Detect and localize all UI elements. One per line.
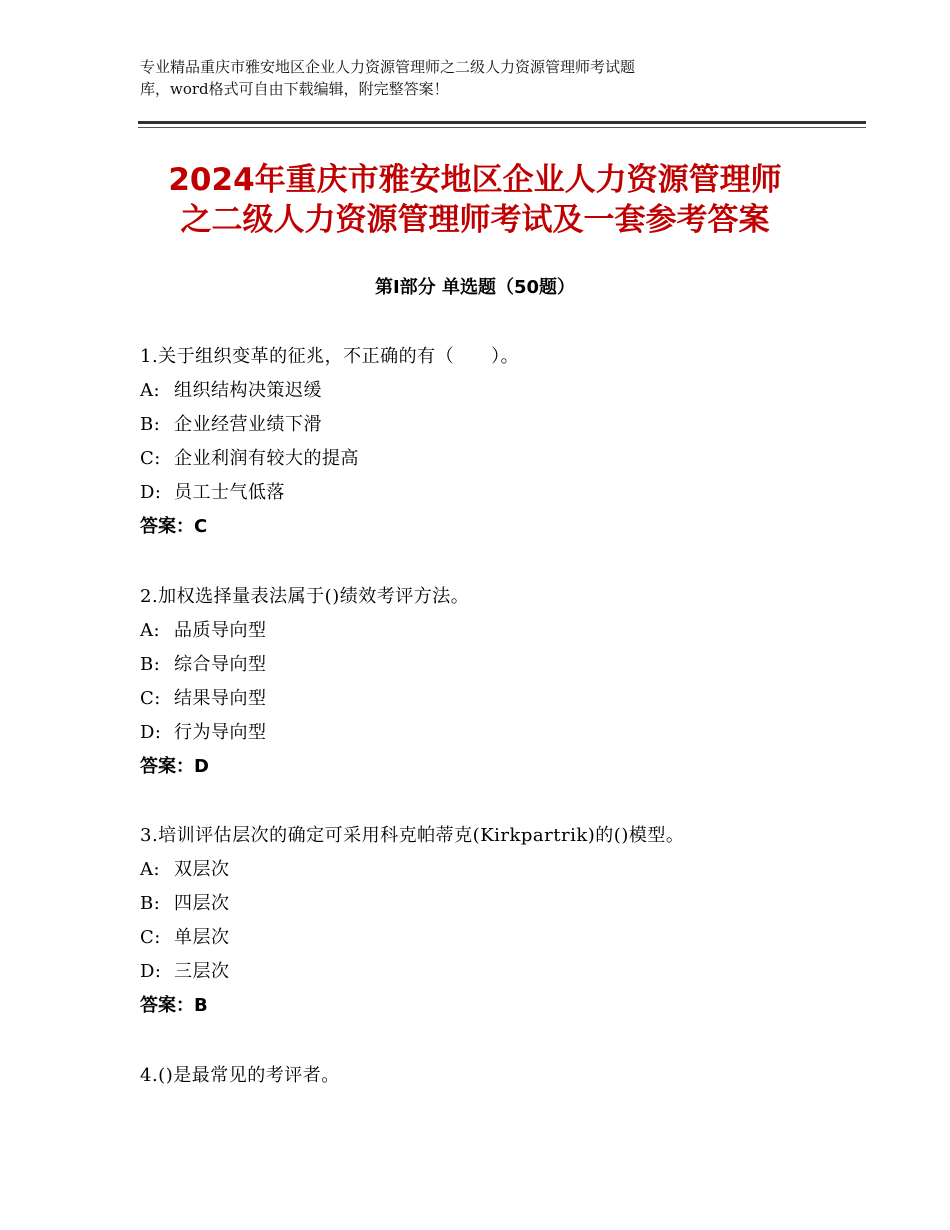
- answer-line: 答案：B: [140, 995, 208, 1016]
- option-key: C:: [140, 448, 161, 469]
- option-text: 四层次: [174, 893, 230, 914]
- option-d: [140, 716, 860, 750]
- header-note: [140, 56, 780, 100]
- document-title-line-2: 之二级人力资源管理师考试及一套参考答案: [180, 202, 770, 238]
- question-2: [140, 580, 860, 784]
- option-c: [140, 442, 860, 476]
- question-stem: 1.关于组织变革的征兆，不正确的有（ ）。: [140, 346, 520, 367]
- option-key: B:: [140, 893, 161, 914]
- document-title: [110, 160, 840, 240]
- question-4: [140, 1059, 860, 1093]
- option-text: 组织结构决策迟缓: [174, 380, 322, 401]
- option-b: [140, 648, 860, 682]
- option-text: 双层次: [174, 859, 230, 880]
- option-key: A:: [140, 859, 161, 880]
- option-text: 三层次: [174, 961, 230, 982]
- option-key: B:: [140, 654, 161, 675]
- answer-line: 答案：D: [140, 756, 209, 777]
- header-divider-thin: [138, 127, 866, 128]
- option-b: [140, 887, 860, 921]
- answer-line: 答案：C: [140, 516, 208, 537]
- option-text: 企业利润有较大的提高: [174, 448, 359, 469]
- document-title-line-1: 2024年重庆市雅安地区企业人力资源管理师: [168, 162, 782, 198]
- question-3: [140, 819, 860, 1023]
- option-text: 综合导向型: [174, 654, 267, 675]
- option-c: [140, 682, 860, 716]
- option-d: [140, 955, 860, 989]
- question-stem: 2.加权选择量表法属于()绩效考评方法。: [140, 586, 470, 607]
- option-text: 结果导向型: [174, 688, 267, 709]
- option-a: [140, 614, 860, 648]
- option-b: [140, 408, 860, 442]
- question-1: [140, 340, 860, 544]
- header-divider-thick: [138, 121, 866, 124]
- option-key: A:: [140, 620, 161, 641]
- option-key: D:: [140, 961, 162, 982]
- option-text: 企业经营业绩下滑: [174, 414, 322, 435]
- option-c: [140, 921, 860, 955]
- option-key: B:: [140, 414, 161, 435]
- section-title: 第Ⅰ部分 单选题（50题）: [374, 277, 575, 298]
- option-text: 行为导向型: [174, 722, 267, 743]
- option-key: C:: [140, 688, 161, 709]
- header-note-line-1: 专业精品重庆市雅安地区企业人力资源管理师之二级人力资源管理师考试题: [140, 58, 636, 76]
- option-key: A:: [140, 380, 161, 401]
- header-note-line-2: 库，word格式可自由下载编辑，附完整答案！: [140, 80, 449, 98]
- option-a: [140, 853, 860, 887]
- question-stem: 4.()是最常见的考评者。: [140, 1065, 340, 1086]
- option-a: [140, 374, 860, 408]
- option-text: 品质导向型: [174, 620, 267, 641]
- option-d: [140, 476, 860, 510]
- question-stem: 3.培训评估层次的确定可采用科克帕蒂克(Kirkpartrik)的()模型。: [140, 825, 685, 846]
- option-key: D:: [140, 722, 162, 743]
- option-text: 员工士气低落: [174, 482, 285, 503]
- option-text: 单层次: [174, 927, 230, 948]
- option-key: C:: [140, 927, 161, 948]
- option-key: D:: [140, 482, 162, 503]
